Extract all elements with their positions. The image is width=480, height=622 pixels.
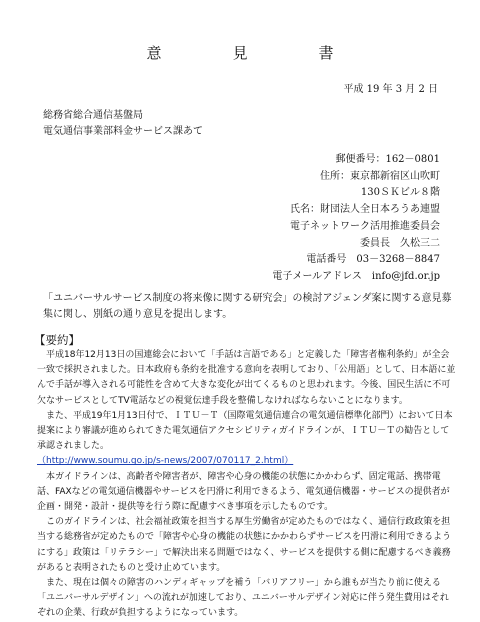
sender-chair: 委員長 久松三二 bbox=[360, 237, 440, 249]
summary-paragraph: また、現在は個々の障害のハンディギャップを補う「バリアフリー」から誰もが当たり前に使える「ユニバーサルデザイン」への流れが加速しており、ユニバーサルデザイン対応に伴う発生費用はそれぞれの企業、行政が負担するようになっています。 bbox=[37, 578, 449, 619]
sender-phone: 電話番号 03－3268－8847 bbox=[306, 254, 440, 266]
sender-building: 130ＳＫビル８階 bbox=[360, 187, 440, 199]
summary-paragraph: また、平成19年1月13日付で、ＩＴＵ－Ｔ（国際電気通信連合の電気通信標準化部門）において日本提案により審議が進められてきた電気通信アクセシビリティガイドラインが、ＩＴＵ－Ｔの勧告として承認されました。 bbox=[37, 410, 453, 452]
sender-name: 氏名：財団法人全日本ろうあ連盟 bbox=[290, 204, 440, 216]
sender-postal-code: 郵便番号：162－0801 bbox=[335, 154, 440, 165]
reference-link[interactable]: （http://www.soumu.go.jp/s-news/2007/070117_2.html） bbox=[37, 456, 294, 467]
document-date: 平成 19 年 3 月 2 日 bbox=[343, 84, 438, 95]
sender-committee: 電子ネットワーク活用推進委員会 bbox=[290, 220, 440, 232]
intro-text: 「ユニバーサルサービス制度の将来像に関する研究会」の検討アジェンダ案に関する意見募集に関し、別紙の通り意見を提出します。 bbox=[43, 293, 452, 320]
summary-heading: 【要約】 bbox=[34, 333, 80, 347]
document-title: 意 見 書 bbox=[146, 44, 362, 62]
addressee-line-2: 電気通信事業部料金サービス課あて bbox=[43, 126, 203, 137]
sender-address: 住所：東京都新宿区山吹町 bbox=[320, 170, 440, 182]
summary-paragraph: 平成18年12月13日の国連総会において「手話は言語である」と定義した「障害者権利条約」が全会一致で採択されました。日本政府も条約を批准する意向を表明しており、「公用語」として、日本語に並んで手話が導入される可能性を含めて大きな変化が出てくるものと思われます。今後、国民生活に不可欠なサービスとしてTV電話などの視覚伝達手段を整備しなければならないことになります。 bbox=[37, 350, 456, 406]
reference-link-line bbox=[37, 454, 457, 469]
addressee-line-1: 総務省総合通信基盤局 bbox=[43, 110, 143, 121]
sender-email[interactable]: 電子メールアドレス info@jfd.or.jp bbox=[272, 270, 440, 282]
summary-paragraph: 本ガイドラインは、高齢者や障害者が、障害や心身の機能の状態にかかわらず、固定電話、携帯電話、FAXなどの電気通信機器やサービスを円滑に利用できるよう、電気通信機器・サービスの提供者が企画・開発・設計・提供等を行う際に配慮すべき事項を示したものです。 bbox=[37, 471, 450, 513]
summary-paragraph: このガイドラインは、社会福祉政策を担当する厚生労働省が定めたものではなく、通信行政政策を担当する総務省が定めたもので「障害や心身の機能の状態にかかわらずサービスを円滑に利用できるようにする」政策は「リテラシー」で解決出来る問題ではなく、サービスを提供する側に配慮するべき義務があると表明されたものと受け止めています。 bbox=[37, 517, 452, 573]
sender-block bbox=[272, 152, 440, 286]
summary-body bbox=[37, 348, 457, 622]
